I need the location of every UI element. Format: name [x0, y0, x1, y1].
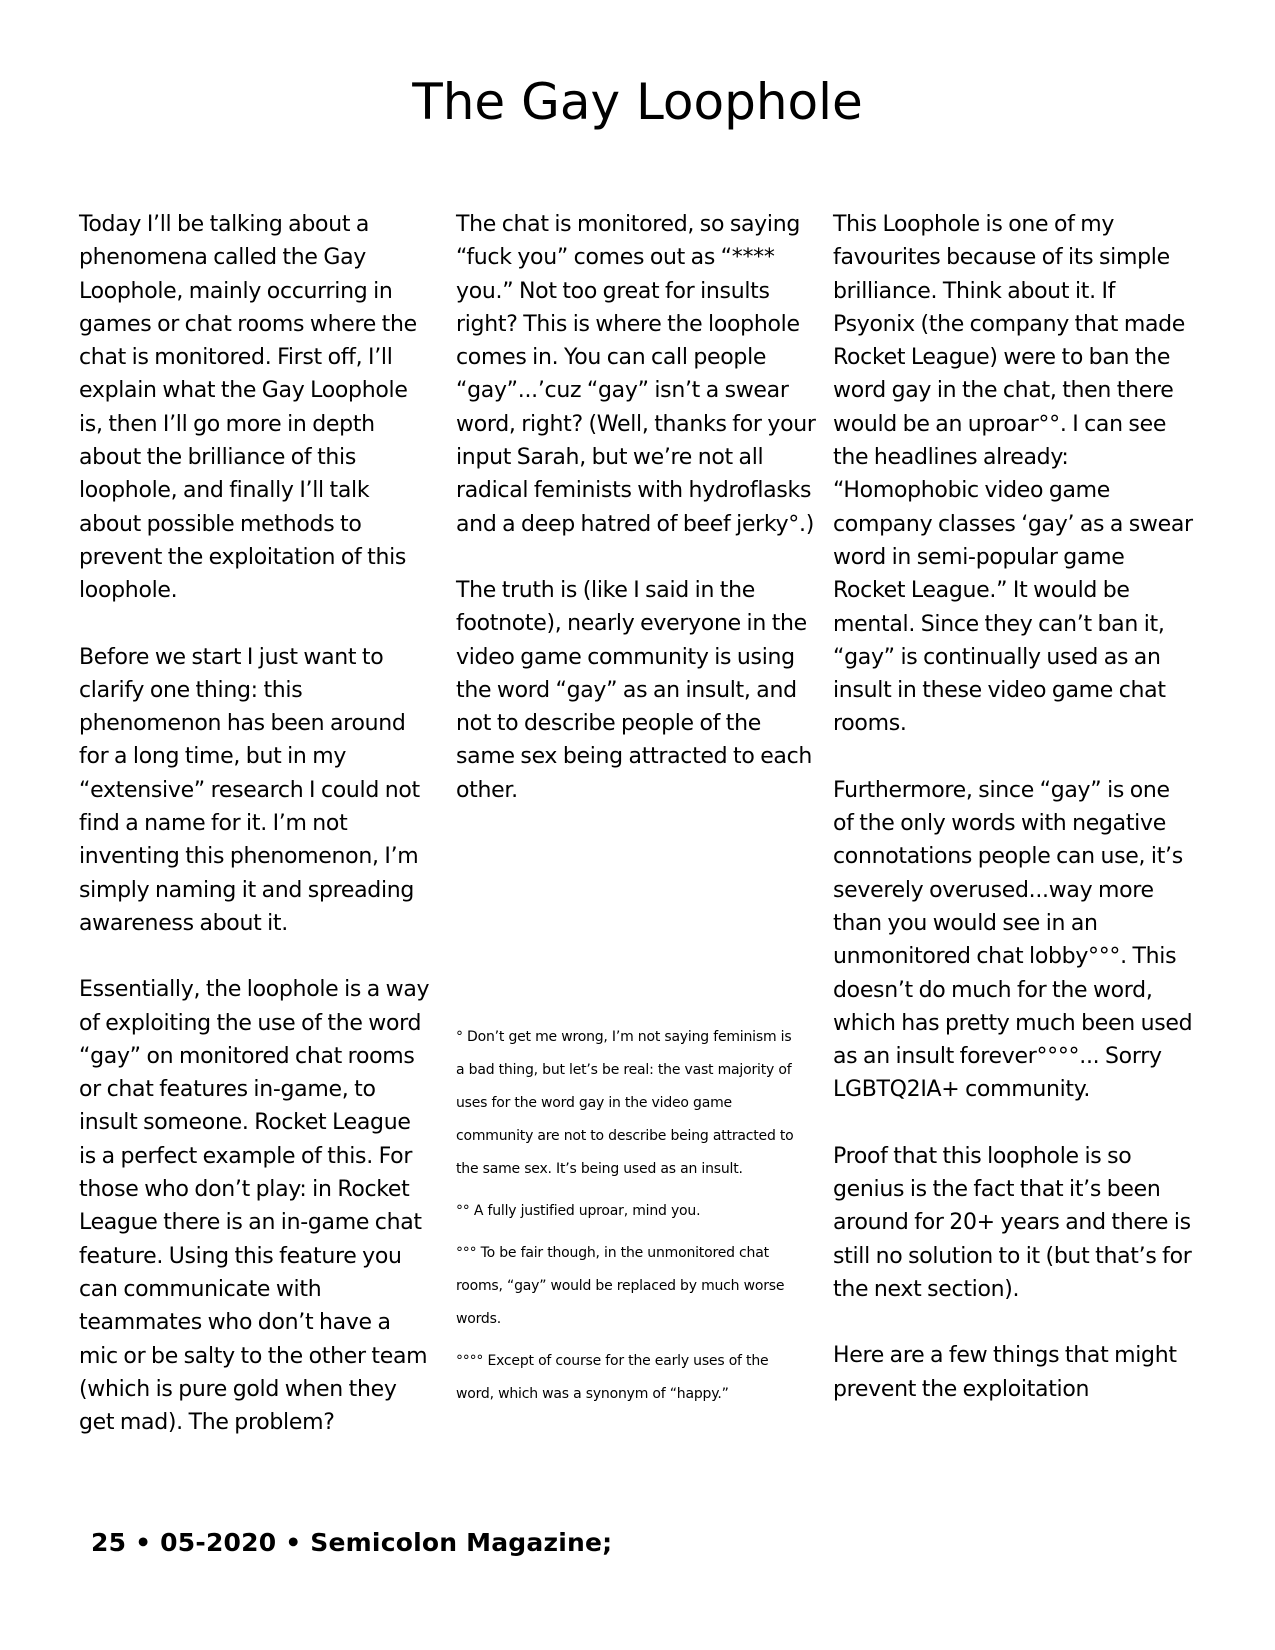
- footnote: °°° To be fair though, in the unmonitored chat rooms, “gay” would be replaced by much worse words.: [456, 1245, 785, 1327]
- paragraph: Proof that this loophole is so genius is the fact that it’s been around for 20+ years and there is still no solution to it (but that’s for the next section).: [833, 1143, 1192, 1302]
- article-title: The Gay Loophole: [412, 73, 863, 131]
- column-2: [456, 208, 816, 840]
- column-3: [833, 208, 1193, 1439]
- paragraph: Here are a few things that might prevent the exploitation: [833, 1343, 1177, 1402]
- footnote: °°°° Except of course for the early uses of the word, which was a synonym of “happy.”: [456, 1353, 769, 1402]
- paragraph: Today I’ll be talking about a phenomena called the Gay Loophole, mainly occurring in games or chat rooms where the chat is monitored. First off, I’ll explain what the Gay Loophole is, then I’ll go more in depth about the brilliance of this loophole, and finally I’ll talk about possible methods to prevent the exploitation of this loophole.: [79, 212, 417, 604]
- paragraph: Essentially, the loophole is a way of exploiting the use of the word “gay” on monitored chat rooms or chat features in-game, to insult someone. Rocket League is a perfect example of this. For those who don’t play: in Rocket League there is an in-game chat feature. Using this feature you can communicate with teammates who don’t have a mic or be salty to the other team (which is pure gold when they get mad). The problem?: [79, 977, 430, 1436]
- footnote: ° Don’t get me wrong, I’m not saying feminism is a bad thing, but let’s be real: the vast majority of uses for the word gay in the video game community are not to describe being attracted to the same sex. It’s being used as an insult.: [456, 1029, 794, 1177]
- footnotes: [456, 1021, 801, 1420]
- paragraph: Furthermore, since “gay” is one of the only words with negative connotations people can use, it’s severely overused...way more than you would see in an unmonitored chat lobby°°°. This doesn’t do much for the word, which has pretty much been used as an insult forever°°°°... Sorry LGBTQ2IA+ community.: [833, 777, 1193, 1103]
- column-1: [79, 208, 431, 1472]
- footnote: °° A fully justified uproar, mind you.: [456, 1203, 701, 1219]
- paragraph: The truth is (like I said in the footnote), nearly everyone in the video game community is using the word “gay” as an insult, and not to describe people of the same sex being attracted to each other.: [456, 577, 813, 803]
- paragraph: The chat is monitored, so saying “fuck you” comes out as “**** you.” Not too great for insults right? This is where the loophole comes in. You can call people “gay”...’cuz “gay” isn’t a swear word, right? (Well, thanks for your input Sarah, but we’re not all radical feminists with hydroflasks and a deep hatred of beef jerky°.): [456, 212, 816, 537]
- page-footer: 25 • 05-2020 • Semicolon Magazine;: [91, 1528, 613, 1557]
- paragraph: This Loophole is one of my favourites because of its simple brilliance. Think about it. If Psyonix (the company that made Rocket League) were to ban the word gay in the chat, then there would be an uproar°°. I can see the headlines already: “Homophobic video game company classes ‘gay’ as a swear word in semi-popular game Rocket League.” It would be mental. Since they can’t ban it, “gay” is continually used as an insult in these video game chat rooms.: [833, 212, 1193, 737]
- paragraph: Before we start I just want to clarify one thing: this phenomenon has been around for a long time, but in my “extensive” research I could not find a name for it. I’m not inventing this phenomenon, I’m simply naming it and spreading awareness about it.: [79, 644, 420, 936]
